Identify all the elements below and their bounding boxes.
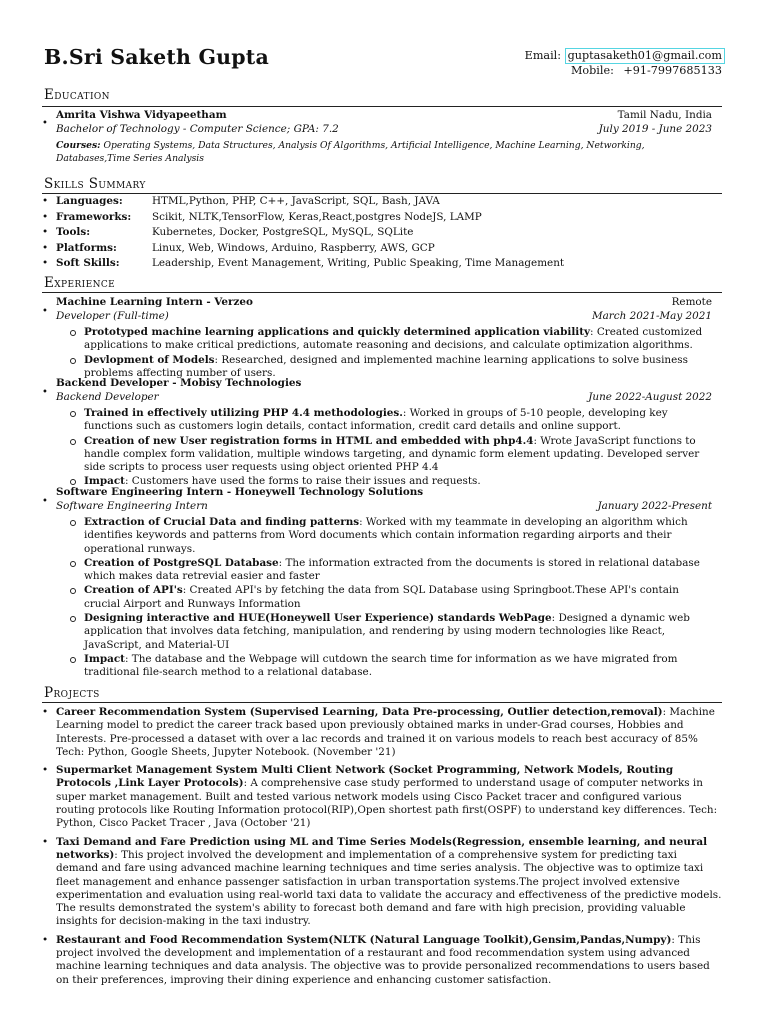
email-label: Email: [524, 49, 562, 62]
bullet-icon: • [42, 118, 48, 129]
list-item: Creation of PostgreSQL Database: The information extracted from the documents is stored in relational database which makes data retrevial easier and faster [84, 557, 714, 584]
skill-key: Soft Skills: [56, 257, 120, 269]
skill-value: Linux, Web, Windows, Arduino, Raspberry, AWS, GCP [152, 241, 435, 254]
list-item: Devlopment of Models: Researched, designed and implemented machine learning applications to solve business problems affecting number of users. [84, 354, 714, 381]
project-item: • Restaurant and Food Recommendation System(NLTK (Natural Language Toolkit),Gensim,Pandas,Numpy): This project involved the development and implementation of a restaurant and food recommendation system using advanced machine learning techniques and data analysis. The objective was to provide personalized recommendations to users based on their preferences, improving their dining experience and enhancing customer satisfaction. [42, 933, 710, 986]
skill-key: Languages: [56, 195, 123, 207]
skill-row: • Tools: Kubernetes, Docker, PostgreSQL, MySQL, SQLite [42, 226, 414, 238]
email-link[interactable]: guptasaketh01@gmail.com [565, 48, 725, 64]
job-dates: January 2022-Present [597, 500, 712, 512]
mobile-number: +91-7997685133 [623, 64, 722, 77]
skill-key: Frameworks: [56, 210, 132, 223]
contact-block [525, 48, 722, 78]
list-item: Impact: Customers have used the forms to raise their issues and requests. [84, 475, 714, 488]
list-item: Impact: The database and the Webpage will cutdown the search time for information as we have migrated from traditional file-search method to a relational database. [84, 653, 714, 680]
school-location: Tamil Nadu, India [617, 109, 712, 121]
skill-value: HTML,Python, PHP, C++, JavaScript, SQL, Bash, JAVA [152, 195, 440, 207]
job-details [84, 516, 714, 681]
skill-row: • Frameworks: Scikit, NLTK,TensorFlow, Keras,React,postgres NodeJS, LAMP [42, 210, 482, 223]
candidate-name: B.Sri Saketh Gupta [44, 45, 269, 69]
education-rule [42, 106, 722, 107]
skill-row: • Languages: HTML,Python, PHP, C++, JavaScript, SQL, Bash, JAVA [42, 195, 440, 207]
job-title: Software Engineering Intern - Honeywell Technology Solutions [56, 486, 424, 498]
education-dates: July 2019 - June 2023 [598, 123, 712, 135]
list-item: Prototyped machine learning applications and quickly determined application viability: Created customized applications to make critical predictions, automate reasoning and decisions, and calculate optimization algorithms. [84, 326, 714, 353]
school-name: Amrita Vishwa Vidyapeetham [56, 109, 227, 121]
skills-rule [42, 193, 722, 194]
experience-heading: Experience [44, 275, 116, 291]
projects-heading: Projects [44, 685, 100, 701]
job-title: Machine Learning Intern - Verzeo [56, 296, 253, 308]
courses-line-2: Databases,Time Series Analysis [56, 153, 204, 164]
list-item: Designing interactive and HUE(Honeywell User Experience) standards WebPage: Designed a dynamic web application that involves data fetching, manipulation, and rendering by using modern technologies like React, JavaScript, and Material-UI [84, 612, 714, 652]
project-item: • Taxi Demand and Fare Prediction using ML and Time Series Models(Regression, ensemble learning, and neural networks): This project involved the development and implementation of a comprehensive system for predicting taxi demand and fare using advanced machine learning techniques and time series analysis. The objective was to optimize taxi fleet management and enhance passenger satisfaction in urban transportation systems.The project involved extensive experimentation and evaluation using real-world taxi data to validate the accuracy and effectiveness of the predictive models. The results demonstrated the system's ability to forecast both demand and fare with high precision, providing valuable insights for decision-making in the taxi industry. [42, 835, 722, 928]
job-role: Software Engineering Intern [56, 500, 208, 512]
job-dates: June 2022-August 2022 [588, 391, 712, 403]
education-heading: Education [44, 87, 110, 103]
skill-key: Tools: [56, 226, 91, 238]
skill-value: Scikit, NLTK,TensorFlow, Keras,React,postgres NodeJS, LAMP [152, 210, 482, 223]
list-item: Trained in effectively utilizing PHP 4.4 methodologies.: Worked in groups of 5-10 people, developing key functions such as customers login details, contact information, credit card details and online support. [84, 407, 714, 434]
courses-line-1: Operating Systems, Data Structures, Analysis Of Algorithms, Artificial Intelligence, Machine Learning, Networking, [103, 140, 645, 151]
project-item: • Supermarket Management System Multi Client Network (Socket Programming, Network Models, Routing Protocols ,Link Layer Protocols): A comprehensive case study performed to understand usage of computer networks in super market management. Built and tested various network models using Cisco Packet tracer and configured various routing protocols like Routing Information protocol(RIP),Open shortest path first(OSPF) to understand key differences. Tech: Python, Cisco Packet Tracer , Java (October '21) [42, 764, 718, 830]
bullet-icon: • [42, 387, 48, 398]
list-item: Creation of API's: Created API's by fetching the data from SQL Database using Springboot.These API's contain crucial Airport and Runways Information [84, 584, 714, 611]
email-row [525, 48, 722, 64]
job-location: Remote [671, 296, 712, 308]
degree: Bachelor of Technology - Computer Science; GPA: 7.2 [56, 123, 339, 135]
project-item: • Career Recommendation System (Supervised Learning, Data Pre-processing, Outlier detection,removal): Machine Learning model to predict the career track based upon previously obtained marks in under-Grad courses, Hobbies and Interests. Pre-processed a dataset with over a lac records and trained it on various models to reach best accuracy of 85% Tech: Python, Google Sheets, Jupyter Notebook. (November '21) [42, 706, 715, 758]
skill-value: Leadership, Event Management, Writing, Public Speaking, Time Management [152, 257, 565, 269]
skill-key: Platforms: [56, 241, 117, 254]
skills-heading: Skills Summary [44, 176, 146, 192]
mobile-row [525, 64, 722, 78]
skills-list [42, 195, 722, 273]
job-role: Backend Developer [56, 391, 159, 403]
job-details [84, 407, 714, 490]
experience-rule [42, 292, 722, 293]
skill-row: • Platforms: Linux, Web, Windows, Arduino, Raspberry, AWS, GCP [42, 241, 435, 254]
courses [56, 139, 706, 165]
skill-value: Kubernetes, Docker, PostgreSQL, MySQL, SQLite [152, 226, 414, 238]
bullet-icon: • [42, 306, 48, 317]
list-item: Creation of new User registration forms in HTML and embedded with php4.4: Wrote JavaScript functions to handle complex form validation, multiple windows targeting, and dynamic form element updating. Developed server side scripts to process user requests using object oriented PHP 4.4 [84, 435, 714, 475]
job-title: Backend Developer - Mobisy Technologies [56, 377, 302, 389]
projects-list [42, 706, 722, 992]
bullet-icon: • [42, 496, 48, 507]
courses-label: Courses: [56, 140, 101, 151]
list-item: Extraction of Crucial Data and finding patterns: Worked with my teammate in developing an algorithm which identifies keywords and patterns from Word documents which contain information regarding airports and their operational runways. [84, 516, 714, 556]
job-dates: March 2021-May 2021 [591, 310, 712, 322]
skill-row: • Soft Skills: Leadership, Event Management, Writing, Public Speaking, Time Management [42, 257, 565, 269]
job-role: Developer (Full-time) [56, 310, 169, 322]
mobile-label: Mobile: [570, 64, 614, 77]
projects-rule [42, 702, 722, 703]
job-details [84, 326, 714, 381]
